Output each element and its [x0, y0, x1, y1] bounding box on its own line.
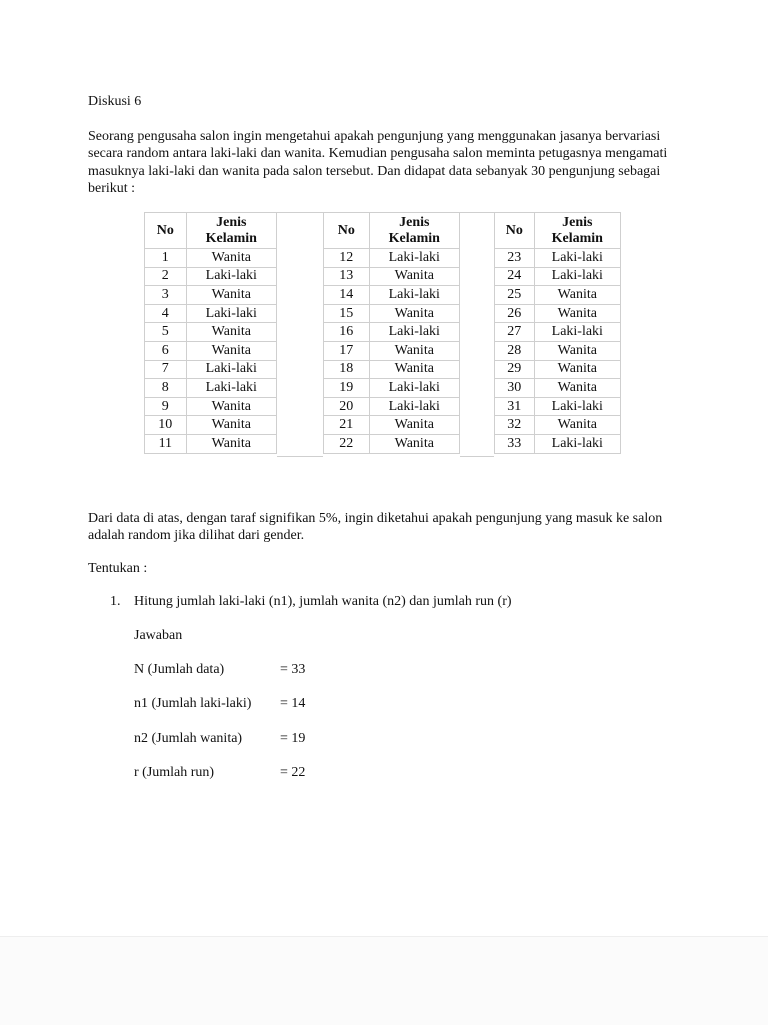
cell-no: 11 — [145, 434, 187, 453]
table-row — [495, 360, 621, 379]
question-number: 1. — [110, 594, 121, 609]
page-bottom-margin — [0, 936, 768, 1025]
result-label: n1 (Jumlah laki-laki) — [134, 696, 252, 711]
cell-no: 28 — [495, 341, 535, 360]
table-row — [324, 286, 460, 305]
table-row — [495, 416, 621, 435]
cell-no: 23 — [495, 249, 535, 268]
table-row — [495, 249, 621, 268]
cell-no: 22 — [324, 434, 370, 453]
cell-gender: Wanita — [369, 416, 459, 435]
header-jenis-kelamin — [186, 213, 276, 249]
cell-no: 5 — [145, 323, 187, 342]
header-no: No — [145, 213, 187, 249]
cell-no: 26 — [495, 304, 535, 323]
result-value: = 33 — [280, 662, 306, 677]
cell-gender: Laki-laki — [369, 249, 459, 268]
cell-gender: Laki-laki — [186, 360, 276, 379]
cell-no: 9 — [145, 397, 187, 416]
header-jenis: Jenis — [399, 214, 430, 230]
table-gap — [460, 212, 494, 457]
table-row — [495, 379, 621, 398]
cell-gender: Wanita — [186, 286, 276, 305]
table-header-row — [145, 213, 277, 249]
cell-gender: Wanita — [534, 360, 620, 379]
table-row — [495, 267, 621, 286]
cell-gender: Wanita — [369, 341, 459, 360]
cell-gender: Wanita — [369, 267, 459, 286]
table-header-row — [324, 213, 460, 249]
question-1 — [110, 594, 512, 610]
table-row — [324, 323, 460, 342]
question-paragraph: Dari data di atas, dengan taraf signifikan 5%, ingin diketahui apakah pengunjung yang masuk ke salon adalah random jika dilihat dari gender. — [88, 511, 663, 544]
table-row — [324, 434, 460, 453]
cell-no: 3 — [145, 286, 187, 305]
header-no: No — [324, 213, 370, 249]
header-jenis: Jenis — [216, 214, 247, 230]
cell-no: 19 — [324, 379, 370, 398]
cell-gender: Wanita — [186, 397, 276, 416]
cell-gender: Laki-laki — [369, 286, 459, 305]
table-row — [145, 286, 277, 305]
table-row — [145, 416, 277, 435]
table-row — [145, 397, 277, 416]
cell-no: 24 — [495, 267, 535, 286]
result-value: = 19 — [280, 731, 306, 746]
cell-gender: Laki-laki — [534, 323, 620, 342]
jawaban-label: Jawaban — [134, 628, 183, 643]
cell-no: 21 — [324, 416, 370, 435]
table-header-row — [495, 213, 621, 249]
result-row — [134, 731, 306, 747]
cell-no: 32 — [495, 416, 535, 435]
table-row — [495, 434, 621, 453]
cell-gender: Wanita — [369, 434, 459, 453]
table-row — [145, 249, 277, 268]
cell-no: 20 — [324, 397, 370, 416]
data-table-1 — [144, 212, 277, 454]
cell-no: 33 — [495, 434, 535, 453]
cell-no: 8 — [145, 379, 187, 398]
cell-no: 18 — [324, 360, 370, 379]
cell-gender: Laki-laki — [534, 249, 620, 268]
header-kelamin: Kelamin — [388, 230, 440, 246]
result-label: r (Jumlah run) — [134, 765, 215, 780]
header-jenis: Jenis — [562, 214, 593, 230]
header-kelamin: Kelamin — [205, 230, 257, 246]
result-label: n2 (Jumlah wanita) — [134, 731, 243, 746]
table-row — [324, 416, 460, 435]
table-row — [145, 341, 277, 360]
cell-no: 6 — [145, 341, 187, 360]
table-row — [324, 341, 460, 360]
result-value: = 22 — [280, 765, 306, 780]
table-row — [495, 323, 621, 342]
cell-no: 30 — [495, 379, 535, 398]
cell-no: 1 — [145, 249, 187, 268]
cell-gender: Laki-laki — [534, 434, 620, 453]
document-title: Diskusi 6 — [88, 94, 142, 109]
cell-gender: Laki-laki — [186, 267, 276, 286]
cell-gender: Wanita — [534, 304, 620, 323]
cell-gender: Laki-laki — [186, 379, 276, 398]
data-table-2 — [323, 212, 460, 454]
cell-gender: Laki-laki — [534, 267, 620, 286]
cell-no: 4 — [145, 304, 187, 323]
table-row — [495, 341, 621, 360]
header-jenis-kelamin — [369, 213, 459, 249]
cell-no: 7 — [145, 360, 187, 379]
result-row — [134, 765, 306, 781]
intro-paragraph: Seorang pengusaha salon ingin mengetahui apakah pengunjung yang menggunakan jasanya bervariasi secara random antara laki-laki dan wanita. Kemudian pengusaha salon meminta petugasnya mengamati masuknya laki-laki dan wanita pada salon tersebut. Dan didapat data sebanyak 30 pengunjung sebagai berikut : — [88, 129, 668, 196]
result-value: = 14 — [280, 696, 306, 711]
cell-no: 31 — [495, 397, 535, 416]
table-row — [145, 267, 277, 286]
cell-gender: Wanita — [186, 416, 276, 435]
cell-gender: Wanita — [369, 360, 459, 379]
cell-gender: Laki-laki — [534, 397, 620, 416]
cell-no: 17 — [324, 341, 370, 360]
cell-gender: Wanita — [534, 286, 620, 305]
table-row — [145, 304, 277, 323]
table-row — [145, 360, 277, 379]
cell-gender: Wanita — [186, 323, 276, 342]
cell-gender: Wanita — [186, 249, 276, 268]
cell-no: 10 — [145, 416, 187, 435]
table-row — [324, 267, 460, 286]
result-row — [134, 662, 306, 678]
cell-gender: Wanita — [534, 416, 620, 435]
cell-gender: Wanita — [369, 304, 459, 323]
cell-no: 13 — [324, 267, 370, 286]
table-row — [145, 323, 277, 342]
result-label: N (Jumlah data) — [134, 662, 225, 677]
table-row — [324, 379, 460, 398]
question-text: Hitung jumlah laki-laki (n1), jumlah wanita (n2) dan jumlah run (r) — [134, 594, 512, 609]
header-jenis-kelamin — [534, 213, 620, 249]
table-row — [324, 397, 460, 416]
table-row — [145, 434, 277, 453]
table-row — [324, 249, 460, 268]
cell-no: 14 — [324, 286, 370, 305]
header-no: No — [495, 213, 535, 249]
header-kelamin: Kelamin — [551, 230, 603, 246]
cell-no: 27 — [495, 323, 535, 342]
data-table-3 — [494, 212, 621, 454]
cell-no: 15 — [324, 304, 370, 323]
cell-gender: Wanita — [186, 341, 276, 360]
cell-gender: Wanita — [186, 434, 276, 453]
cell-no: 2 — [145, 267, 187, 286]
cell-gender: Laki-laki — [186, 304, 276, 323]
cell-gender: Laki-laki — [369, 323, 459, 342]
result-row — [134, 696, 306, 712]
cell-gender: Laki-laki — [369, 397, 459, 416]
table-row — [324, 360, 460, 379]
cell-no: 16 — [324, 323, 370, 342]
cell-gender: Wanita — [534, 341, 620, 360]
table-row — [324, 304, 460, 323]
table-row — [495, 286, 621, 305]
table-row — [145, 379, 277, 398]
table-gap — [277, 212, 323, 457]
tentukan-label: Tentukan : — [88, 561, 148, 576]
cell-no: 25 — [495, 286, 535, 305]
cell-gender: Laki-laki — [369, 379, 459, 398]
cell-gender: Wanita — [534, 379, 620, 398]
table-row — [495, 397, 621, 416]
cell-no: 12 — [324, 249, 370, 268]
table-row — [495, 304, 621, 323]
cell-no: 29 — [495, 360, 535, 379]
